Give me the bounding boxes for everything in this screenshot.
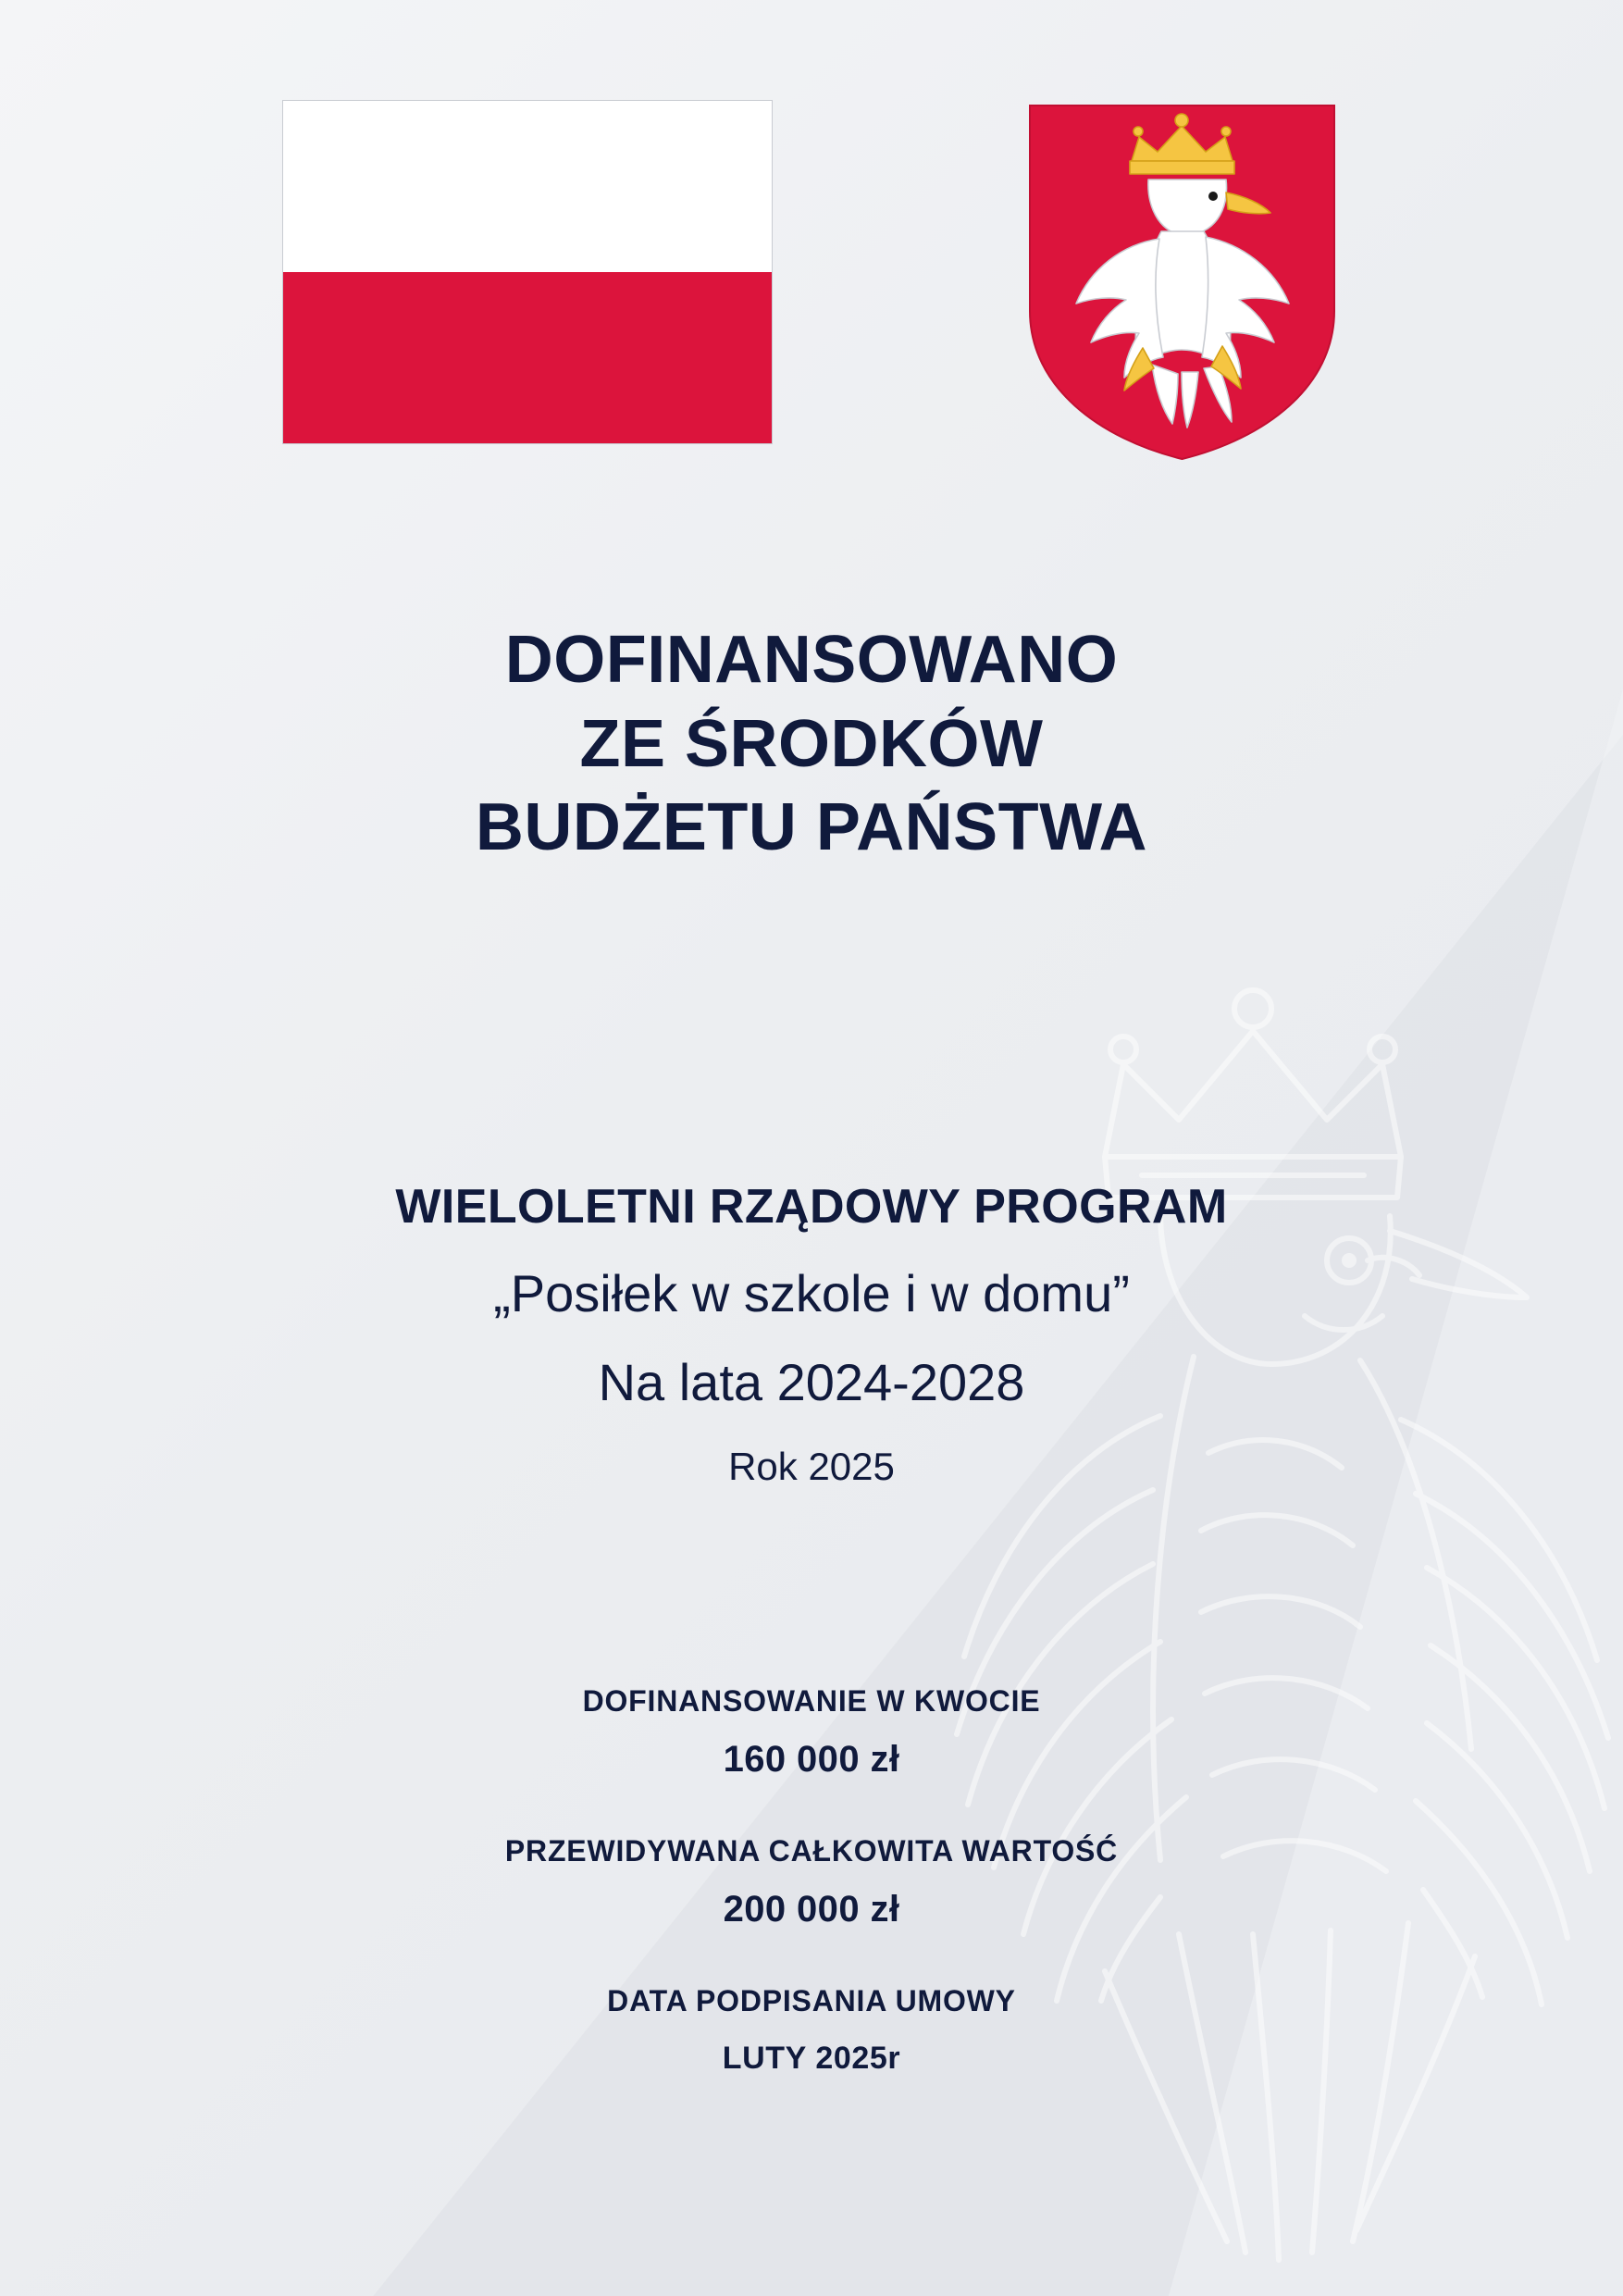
signing-date-label: DATA PODPISANIA UMOWY bbox=[607, 1984, 1016, 2017]
total-label: PRZEWIDYWANA CAŁKOWITA WARTOŚĆ bbox=[504, 1834, 1119, 1868]
headline bbox=[0, 618, 1623, 870]
program-name: „Posiłek w szkole i w domu” bbox=[493, 1264, 1130, 1322]
headline-line-2: ZE ŚRODKÓW bbox=[579, 706, 1044, 781]
signing-date-value: LUTY 2025r bbox=[722, 2041, 901, 2076]
funding-label: DOFINANSOWANIE W KWOCIE bbox=[582, 1684, 1041, 1718]
program-block bbox=[0, 1177, 1623, 1492]
funding-group bbox=[0, 1684, 1623, 1781]
polish-flag-icon bbox=[282, 100, 773, 444]
program-year: Rok 2025 bbox=[728, 1445, 895, 1488]
signing-date-group bbox=[0, 1984, 1623, 2077]
total-value: 200 000 zł bbox=[723, 1889, 900, 1930]
polish-coat-of-arms-icon bbox=[1022, 100, 1342, 463]
program-title: WIELOLETNI RZĄDOWY PROGRAM bbox=[395, 1180, 1228, 1234]
total-value-group bbox=[0, 1834, 1623, 1930]
headline-line-1: DOFINANSOWANO bbox=[504, 623, 1119, 697]
headline-line-3: BUDŻETU PAŃSTWA bbox=[475, 790, 1148, 865]
amounts-block bbox=[0, 1684, 1623, 2077]
emblems-row bbox=[0, 100, 1623, 463]
flag-white-stripe bbox=[283, 101, 772, 272]
program-years: Na lata 2024-2028 bbox=[598, 1353, 1025, 1411]
funding-value: 160 000 zł bbox=[723, 1739, 900, 1780]
flag-red-stripe bbox=[283, 272, 772, 443]
